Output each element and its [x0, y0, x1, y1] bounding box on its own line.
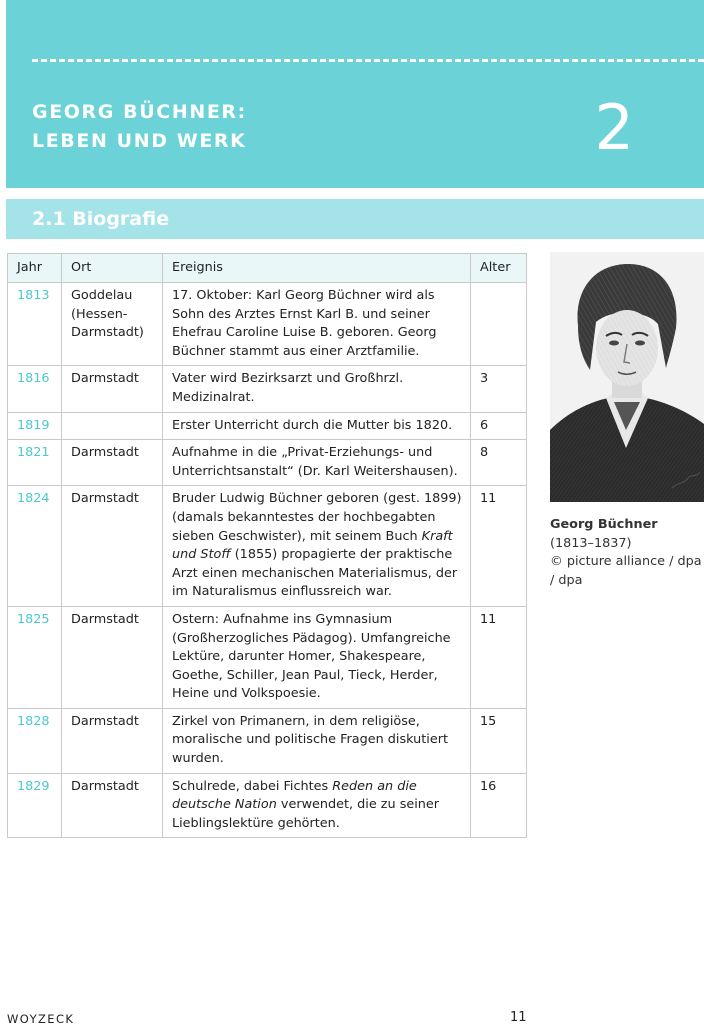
cell-place: Darmstadt	[62, 708, 163, 773]
table-row	[8, 440, 527, 486]
table-row	[8, 412, 527, 440]
table-row	[8, 773, 527, 838]
header-age: Alter	[471, 254, 527, 283]
cell-age: 6	[471, 412, 527, 440]
cell-event: Zirkel von Primanern, in dem religiöse, moralische und politische Fragen diskutiert wurden.	[163, 708, 471, 773]
biography-table	[7, 253, 527, 838]
book-title-italic: Kraft und Stoff	[172, 528, 453, 563]
section-title: 2.1 Biografie	[32, 208, 170, 230]
event-text: (1855) propagierte der praktische Arzt einen mechanischen Materialismus, der im Naturalismus einflussreich war.	[172, 547, 458, 600]
table-row	[8, 486, 527, 607]
cell-event: Erster Unterricht durch die Mutter bis 1820.	[163, 412, 471, 440]
header-event: Ereignis	[163, 254, 471, 283]
cell-year: 1816	[8, 366, 62, 412]
event-text: verwendet, die zu seiner Lieblingslektüre gehörten.	[172, 797, 440, 831]
table-row	[8, 283, 527, 366]
chapter-title-line-1: GEORG BÜCHNER:	[32, 101, 247, 123]
cell-event	[163, 486, 471, 607]
cell-event: Ostern: Aufnahme ins Gymnasium (Großherzogliches Pädagog). Umfangreiche Lektüre, darunter Homer, Shakespeare, Goethe, Schiller, Jean Paul, Tieck, Herder, Heine und Volkspoesie.	[163, 606, 471, 708]
cell-year: 1819	[8, 412, 62, 440]
caption-credit: © picture alliance / dpa / dpa	[550, 554, 702, 588]
portrait-engraving	[550, 252, 704, 502]
cell-place: Darmstadt	[62, 440, 163, 486]
cell-age: 16	[471, 773, 527, 838]
footer-page-number: 11	[510, 1010, 527, 1025]
cell-event: 17. Oktober: Karl Georg Büchner wird als Sohn des Arztes Ernst Karl B. und seiner Ehefrau Caroline Luise B. geboren. Georg Büchner stammt aus einer Arztfamilie.	[163, 283, 471, 366]
cell-age: 11	[471, 486, 527, 607]
header-year: Jahr	[8, 254, 62, 283]
cell-year: 1824	[8, 486, 62, 607]
caption-years: (1813–1837)	[550, 535, 632, 551]
cell-age: 3	[471, 366, 527, 412]
cell-place: Darmstadt	[62, 773, 163, 838]
portrait-image	[550, 252, 704, 502]
cell-place: Darmstadt	[62, 606, 163, 708]
footer-book-title: WOYZECK	[7, 1012, 75, 1026]
cell-year: 1821	[8, 440, 62, 486]
cell-age: 11	[471, 606, 527, 708]
cell-year: 1829	[8, 773, 62, 838]
portrait-caption	[550, 516, 704, 590]
book-title-italic: Reden an die deutsche Nation	[172, 778, 417, 813]
chapter-number: 2	[594, 91, 634, 164]
cell-place	[62, 412, 163, 440]
cell-place: Darmstadt	[62, 486, 163, 607]
table-row	[8, 708, 527, 773]
caption-name: Georg Büchner	[550, 517, 658, 532]
cell-year: 1825	[8, 606, 62, 708]
cell-year: 1813	[8, 283, 62, 366]
cell-age: 15	[471, 708, 527, 773]
table-row	[8, 366, 527, 412]
cell-place: Goddelau (Hessen-Darmstadt)	[62, 283, 163, 366]
header-place: Ort	[62, 254, 163, 283]
section-header	[6, 199, 704, 239]
cell-event	[163, 773, 471, 838]
chapter-header	[6, 0, 704, 188]
event-text: Schulrede, dabei Fichtes	[172, 778, 333, 794]
dashed-divider	[32, 59, 704, 62]
table-header-row	[8, 254, 527, 283]
cell-event: Aufnahme in die „Privat-Erziehungs- und Unterrichtsanstalt“ (Dr. Karl Weitershausen).	[163, 440, 471, 486]
cell-age: 8	[471, 440, 527, 486]
cell-place: Darmstadt	[62, 366, 163, 412]
chapter-title	[32, 98, 247, 156]
cell-age	[471, 283, 527, 366]
table-row	[8, 606, 527, 708]
event-text: Bruder Ludwig Büchner geboren (gest. 1899) (damals bekanntestes der hochbegabten sieben Geschwister), mit seinem Buch	[172, 491, 462, 544]
cell-event: Vater wird Bezirksarzt und Großhrzl. Medizinalrat.	[163, 366, 471, 412]
cell-year: 1828	[8, 708, 62, 773]
chapter-title-line-2: LEBEN UND WERK	[32, 130, 247, 152]
